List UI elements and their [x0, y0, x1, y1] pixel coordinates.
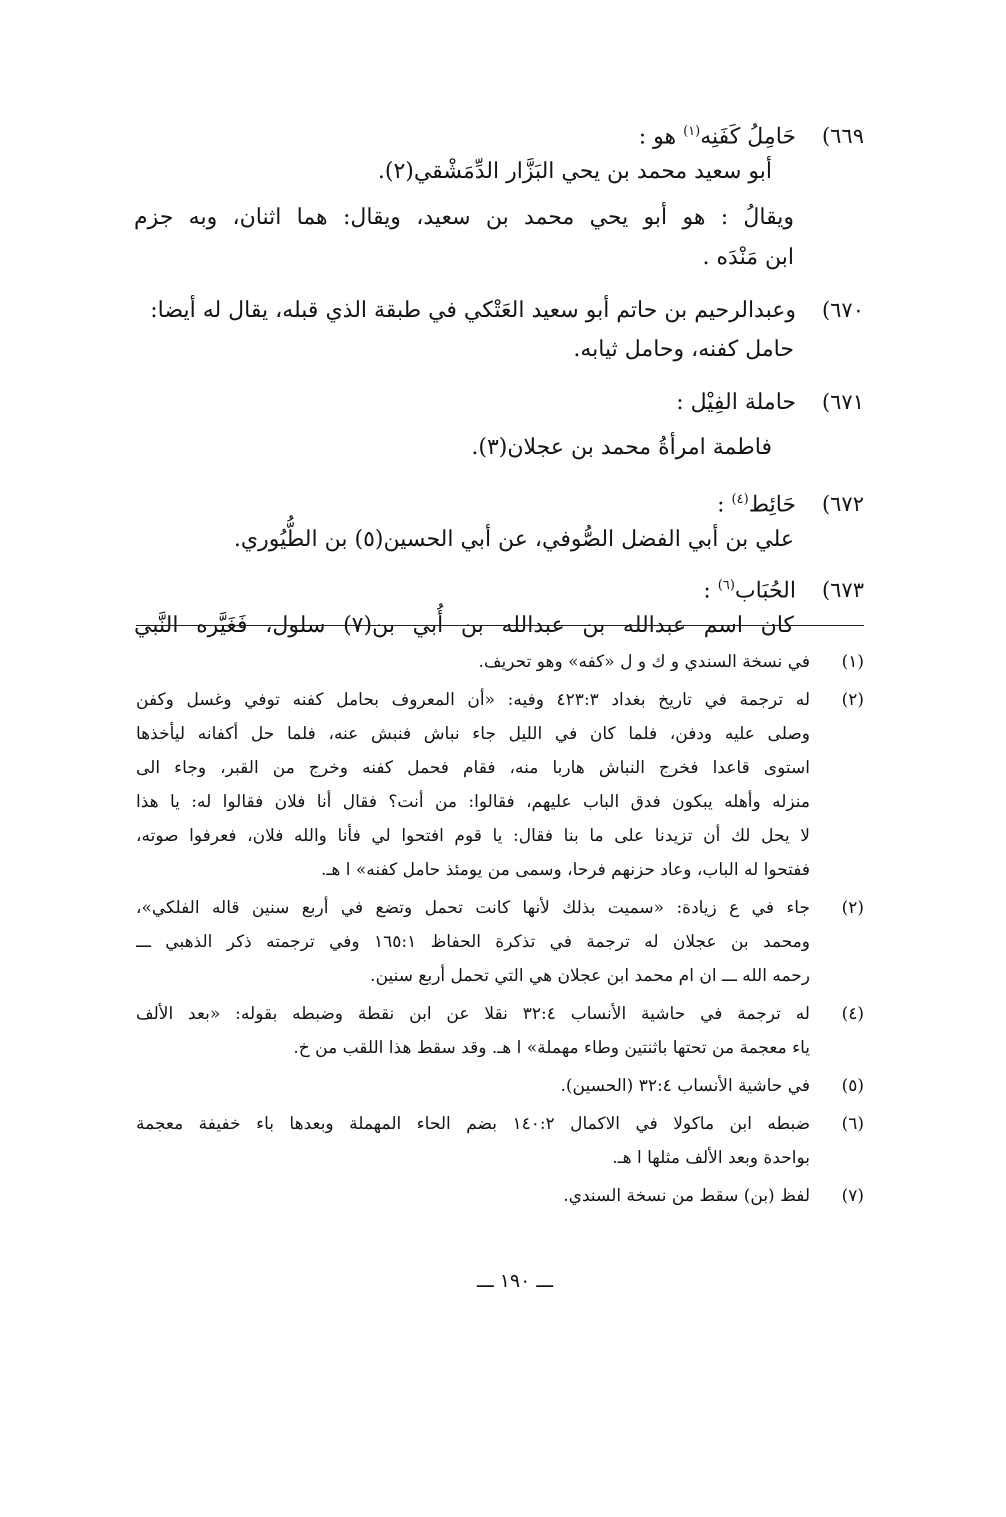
footnote-4: [136, 997, 864, 1065]
entry-text-line: ويقالُ : هو أبو يحي محمد بن سعيد، ويقال: هما اثنان، وبه جزم: [134, 205, 794, 230]
footnote-1: [136, 645, 864, 679]
footnote-line: له ترجمة في حاشية الأنساب ٣٢:٤ نقلا عن ابن نقطة وضبطه بقوله: «بعد الألف: [136, 1004, 810, 1024]
entry-text-line: أبو سعيد محمد بن يحي البَزَّار الدِّمَشْقي(٢).: [377, 159, 772, 184]
entry-number: ٦٧٠): [821, 298, 864, 322]
page-number: ـــ ١٩٠ ـــ: [476, 1270, 554, 1292]
entry-text-line: فاطمة امرأةُ محمد بن عجلان(٣).: [471, 435, 772, 460]
footnote-2: [136, 683, 864, 887]
footnote-number: (٤): [841, 1004, 864, 1024]
footnote-number: (٧): [841, 1186, 864, 1206]
entries-section: [134, 112, 864, 646]
footnote-line: منزله وأهله يبكون فدق الباب عليهم، فقالوا: من أنت؟ فقال أنا فلان فقالوا له: يا هذا: [136, 792, 810, 812]
entry-text-line: حامل كفنه، وحامل ثيابه.: [573, 337, 794, 362]
entry-number: ٦٧١): [821, 390, 864, 414]
entry-669: [134, 112, 864, 278]
entry-heading: [134, 566, 864, 606]
footnote-line: في نسخة السندي و ك و ل «كفه» وهو تحريف.: [478, 652, 810, 672]
entry-title: حاملة الفِيْل :: [676, 390, 796, 415]
entry-number: ٦٧٢): [821, 492, 864, 517]
footnote-number: (٦): [841, 1114, 864, 1134]
entry-673: [134, 566, 864, 646]
footnote-line: وصلى عليه ودفن، فلما كان في الليل جاء نباش فنبش عنه، فلما حل أكفانه ليأخذها: [136, 724, 810, 744]
footnote-ref: (٦): [717, 578, 735, 593]
footnote-divider: [136, 625, 864, 626]
entry-text-line: كان اسم عبدالله بن عبدالله بن أُبي بن(٧) سلول، فَغَيَّره النَّبي: [134, 613, 794, 638]
entry-heading: [134, 290, 864, 330]
entry-title: وعبدالرحيم بن حاتم أبو سعيد العَتْكي في طبقة الذي قبله، يقال له أيضا:: [150, 298, 796, 323]
footnote-line: رحمه الله ـــ ان ام محمد ابن عجلان هي التي تحمل أربع سنين.: [370, 966, 810, 986]
entry-heading: [134, 382, 864, 422]
footnote-line: في حاشية الأنساب ٣٢:٤ (الحسين).: [560, 1076, 810, 1096]
footnote-ref: (١): [683, 124, 701, 139]
footnote-line: ففتحوا له الباب، وعاد حزنهم فرحا، وسمى من يومئذ حامل كفنه» ا هـ.: [321, 860, 810, 880]
footnote-line: ياء معجمة من تحتها باثنتين وطاء مهملة» ا هـ. وقد سقط هذا اللقب من خ.: [293, 1038, 810, 1058]
footnote-3: [136, 891, 864, 993]
entry-heading: [134, 480, 864, 520]
entry-text-line: علي بن أبي الفضل الصُّوفي، عن أبي الحسين(٥) بن الطُّيُوري.: [233, 527, 794, 552]
entry-title: الحُبَاب$^{(٦)}$ :: [703, 578, 796, 604]
entry-number: ٦٦٩): [821, 124, 864, 149]
footnote-line: ومحمد بن عجلان له ترجمة في تذكرة الحفاظ ١٦٥:١ وفي ترجمته ذكر الذهبي ـــ: [136, 932, 810, 952]
entry-heading: [134, 112, 864, 152]
footnote-line: بواحدة وبعد الألف مثلها ا هـ.: [612, 1148, 810, 1168]
footnote-line: له ترجمة في تاريخ بغداد ٤٢٣:٣ وفيه: «أن المعروف بحامل كفنه توفي وغسل وكفن: [136, 690, 810, 710]
footnote-line: استوى قاعدا فخرج النباش هاربا منه، فقام فحمل كفنه وخرج من القبر، وجاء الى: [136, 758, 810, 778]
entry-number: ٦٧٣): [821, 578, 864, 603]
entry-title: حَائِط$^{(٤)}$ :: [717, 492, 796, 518]
footnote-number: (٢): [841, 898, 864, 918]
entry-671: [134, 382, 864, 468]
footnote-line: لفظ (بن) سقط من نسخة السندي.: [563, 1186, 810, 1206]
entry-text-line: ابن مَنْدَه .: [702, 245, 794, 270]
footnote-6: [136, 1107, 864, 1175]
footnote-number: (٥): [841, 1076, 864, 1096]
footnote-number: (١): [841, 652, 864, 672]
entry-672: [134, 480, 864, 560]
entry-title: حَامِلُ كَفَنِه$^{(١)}$ هو :: [638, 124, 796, 150]
footnote-ref: (٤): [731, 492, 749, 507]
footnote-line: لا يحل لك أن تزيدنا على ما بنا فقال: يا قوم افتحوا لي فأنا والله فلان، فعرفوا صوته،: [136, 826, 810, 846]
footnote-7: [136, 1179, 864, 1213]
entry-670: [134, 290, 864, 370]
footnote-number: (٢): [841, 690, 864, 710]
footnote-line: ضبطه ابن ماكولا في الاكمال ١٤٠:٢ بضم الحاء المهملة وبعدها باء خفيفة معجمة: [136, 1114, 810, 1134]
footnotes-section: [136, 645, 864, 1213]
footnote-5: [136, 1069, 864, 1103]
footnote-line: جاء في ع زيادة: «سميت بذلك لأنها كانت تحمل وتضع في أربع سنين قاله الفلكي»،: [136, 898, 810, 918]
